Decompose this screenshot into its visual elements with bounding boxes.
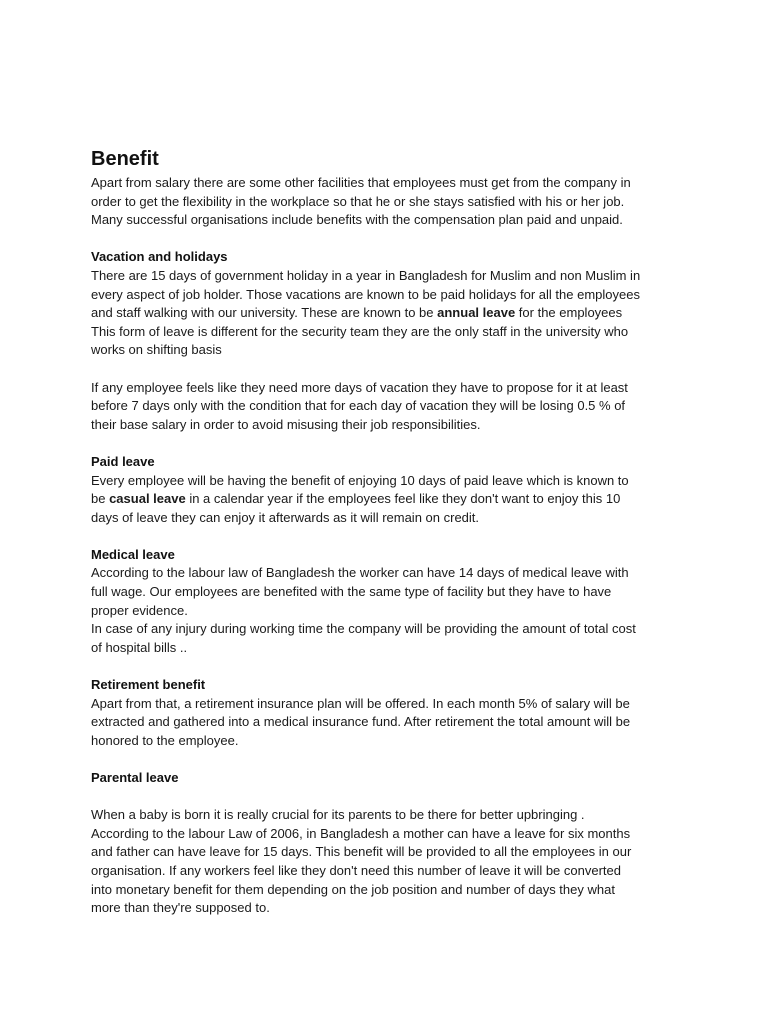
vacation-paragraph-2 [91,379,691,435]
medical-leave-paragraph [91,564,691,657]
retirement-paragraph [91,695,691,751]
text-line: their base salary in order to avoid misusing their job responsibilities. [91,416,481,432]
text-line: full wage. Our employees are benefited with the same type of facility but they have to have [91,584,612,600]
vacation-paragraph-1 [91,267,691,360]
text-line: According to the labour Law of 2006, in Bangladesh a mother can have a leave for six months [91,825,631,841]
section-heading-paid-leave: Paid leave [91,453,155,469]
text-line: This form of leave is different for the security team they are the only staff in the university who [91,323,629,339]
text-fragment: and staff walking with our university. These are known to be [91,305,438,321]
text-line: into monetary benefit for them depending on the job position and number of days they what [91,881,615,897]
bold-term-casual-leave: casual leave [109,491,186,507]
section-heading-retirement: Retirement benefit [91,677,206,693]
text-line: of hospital bills .. [91,639,188,655]
text-line: proper evidence. [91,602,188,618]
text-fragment: in a calendar year if the employees feel like they don't want to enjoy this 10 [185,491,621,507]
document-title: Benefit [91,148,159,170]
text-line: works on shifting basis [91,342,222,358]
text-line: and father can have leave for 15 days. This benefit will be provided to all the employees in our [91,844,632,860]
text-fragment: be [91,491,110,507]
text-line: If any employee feels like they need more days of vacation they have to propose for it at least [91,379,628,395]
text-line: According to the labour law of Bangladesh the worker can have 14 days of medical leave with [91,565,629,581]
text-line: Apart from that, a retirement insurance plan will be offered. In each month 5% of salary will be [91,695,630,711]
text-line: There are 15 days of government holiday in a year in Bangladesh for Muslim and non Muslim in [91,267,641,283]
text-line: Apart from salary there are some other facilities that employees must get from the company in [91,175,631,190]
text-line: organisation. If any workers feel like they don't need this number of leave it will be converted [91,862,621,878]
text-line: Every employee will be having the benefit of enjoying 10 days of paid leave which is known to [91,472,629,488]
section-heading-medical-leave: Medical leave [91,546,175,562]
text-line: every aspect of job holder. Those vacations are known to be paid holidays for all the employees [91,286,640,302]
section-heading-parental-leave: Parental leave [91,770,179,785]
parental-leave-paragraph [91,806,691,918]
text-line: before 7 days only with the condition that for each day of vacation they will be losing 0.5 % of [91,398,626,414]
text-line: Many successful organisations include benefits with the compensation plan paid and unpaid. [91,212,623,228]
section-heading-vacation: Vacation and holidays [91,249,228,265]
text-line: more than they're supposed to. [91,900,270,916]
bold-term-annual-leave: annual leave [437,305,516,321]
document-page [91,146,691,918]
paid-leave-paragraph [91,472,691,528]
text-line: extracted and gathered into a medical insurance fund. After retirement the total amount will be [91,714,631,730]
text-line: honored to the employee. [91,732,239,748]
text-line [91,490,691,509]
text-line: days of leave they can enjoy it afterwards as it will remain on credit. [91,509,480,525]
text-fragment: for the employees [515,305,623,321]
text-line: order to get the flexibility in the workplace so that he or she stays satisfied with his or her job. [91,193,625,209]
text-line: When a baby is born it is really crucial for its parents to be there for better upbringing . [91,807,585,823]
text-line [91,304,691,323]
intro-paragraph [91,174,691,230]
text-line: In case of any injury during working time the company will be providing the amount of total cost [91,621,636,637]
